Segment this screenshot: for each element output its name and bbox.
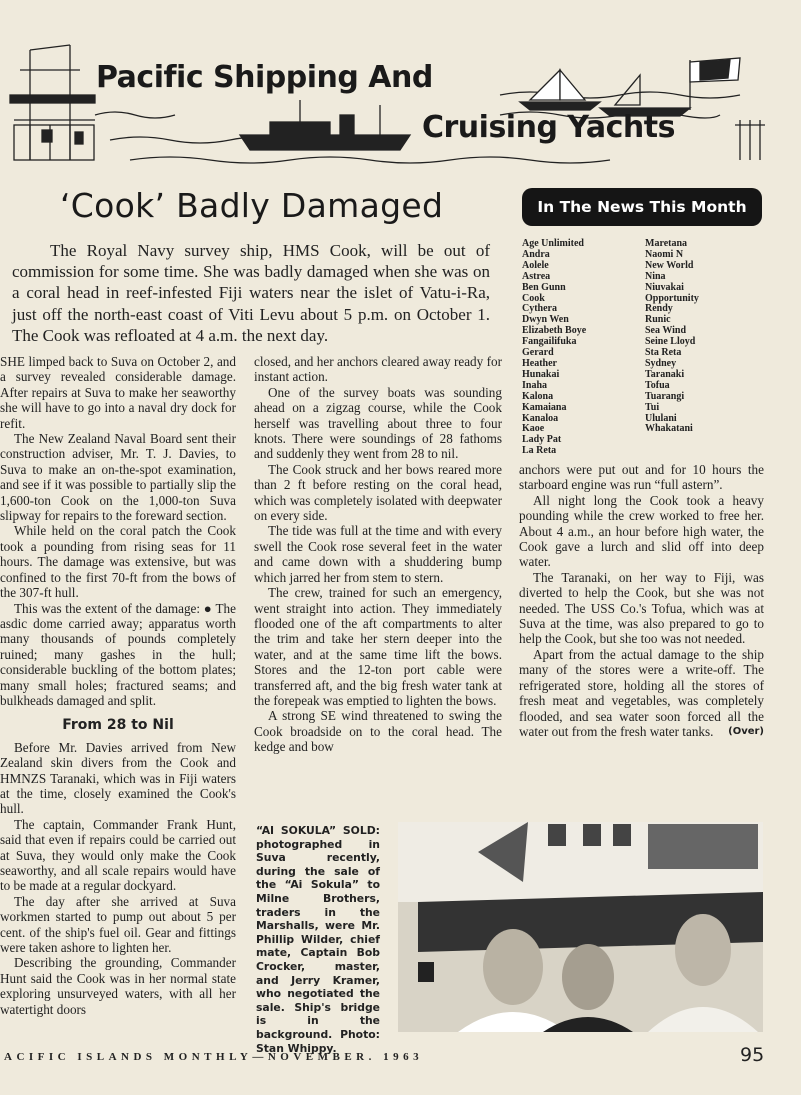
news-name-item: Heather: [522, 357, 557, 369]
news-name-item: Taranaki: [645, 368, 685, 380]
news-name-item: Kaoe: [522, 423, 545, 435]
news-name-item: Hunakai: [522, 368, 560, 380]
news-name-item: Cook: [522, 292, 545, 304]
news-name-item: Sta Reta: [645, 347, 682, 359]
news-names-left: [522, 239, 642, 457]
news-name-item: La Reta: [522, 445, 557, 457]
paragraph: The day after she arrived at Suva workmen started to pump out about 5 per cent. of the ship's fuel oil. Gear and fittings were taken ashore to lighten her.: [0, 893, 236, 956]
news-name-item: Maretana: [645, 238, 688, 249]
paragraph: This was the extent of the damage: ● The asdic dome carried away; apparatus worth many thousands of pounds completely ruined; many gashes in the hull; considerable buckling of the bottom plates; many small holes; fractured seams; and bulkheads damaged and split.: [0, 600, 236, 708]
news-name-item: Niuvakai: [645, 281, 684, 293]
news-name-item: Fangailifuka: [522, 336, 577, 348]
news-name-item: Sydney: [645, 357, 677, 369]
news-name-item: Seine Lloyd: [645, 336, 696, 348]
news-name-item: Dwyn Wen: [522, 314, 569, 326]
news-name-item: Aolele: [522, 259, 549, 271]
news-name-item: Cythera: [522, 303, 557, 315]
news-box-title: In The News This Month: [522, 188, 762, 226]
page-number: 95: [740, 1044, 765, 1066]
news-name-item: Rendy: [645, 303, 673, 315]
paragraph: closed, and her anchors cleared away ready for instant action.: [254, 354, 502, 385]
article-title: ‘Cook’ Badly Damaged: [60, 186, 444, 225]
paragraph: SHE limped back to Suva on October 2, and a survey revealed considerable damage. After repairs at Suva to make her seaworthy she will have to go into a naval dry dock for refit.: [0, 354, 236, 431]
news-name-item: Astrea: [522, 270, 551, 282]
news-name-item: Sea Wind: [645, 325, 687, 337]
news-name-item: Kanaloa: [522, 412, 559, 424]
paragraph: The Cook struck and her bows reared more than 2 ft before resting on the coral head, which was completely isolated with deepwater on every side.: [254, 461, 502, 524]
paragraph: The Taranaki, on her way to Fiji, was diverted to help the Cook, but she was not needed. The USS Co.'s Tofua, which was at Suva at the time, was also prepared to go to help the Cook, but she too was not needed.: [519, 569, 764, 647]
news-name-item: Age Unlimited: [522, 238, 584, 249]
section-headline-line2: Cruising Yachts: [422, 110, 675, 145]
news-name-item: Tuarangi: [645, 390, 685, 402]
page-footer: ACIFIC ISLANDS MONTHLY—NOVEMBER. 1963: [4, 1051, 424, 1063]
continued-marker: (Over): [728, 725, 764, 737]
news-name-item: Kamaiana: [522, 401, 567, 413]
paragraph: Before Mr. Davies arrived from New Zealand skin divers from the Cook and HMNZS Taranaki, which was in Fiji waters at the time, closely examined the Cook's hull.: [0, 739, 236, 817]
article-column-3: [519, 462, 764, 739]
news-name-item: Andra: [522, 248, 550, 260]
news-name-item: Opportunity: [645, 292, 699, 304]
subheading: From 28 to Nil: [62, 717, 174, 734]
news-name-item: Inaha: [522, 379, 548, 391]
paragraph: A strong SE wind threatened to swing the Cook broadside on to the coral head. The kedge and bow: [254, 708, 502, 755]
news-name-item: Nina: [645, 270, 666, 282]
article-lead: The Royal Navy survey ship, HMS Cook, will be out of commission for some time. She was badly damaged when she was on a coral head in reef-infested Fiji waters near the islet of Vatu-i-Ra, just off the north-east coast of Viti Levu about 5 p.m. on October 1. The Cook was refloated at 4 a.m. the next day.: [12, 241, 490, 345]
article-column-2: [254, 354, 502, 755]
paragraph-text: Apart from the actual damage to the ship many of the stores were a write-off. The refrigerated store, holding all the stores of fresh meat and vegetables, was completely flooded, and sea water soon forced all the water out from the fresh water tanks.: [519, 646, 764, 739]
paragraph: The crew, trained for such an emergency, went straight into action. They immediately flooded one of the aft compartments to alter the trim and take her stern deeper into the water, and at the same time lift the bows. Stores and the 12-ton port cable were transferred aft, and the big fresh water tank at the forepeak was emptied to lighten the bows.: [254, 585, 502, 708]
news-name-item: Kalona: [522, 390, 554, 402]
news-name-item: Tofua: [645, 379, 670, 391]
paragraph: anchors were put out and for 10 hours the starboard engine was run “full astern”.: [519, 462, 764, 493]
news-name-item: Runic: [645, 314, 671, 326]
news-name-item: Ben Gunn: [522, 281, 566, 293]
section-headline-line1: Pacific Shipping And: [96, 60, 433, 95]
news-names-right: [645, 239, 765, 435]
news-name-item: Ululani: [645, 412, 677, 424]
photo-caption: “AI SOKULA” SOLD: photographed in Suva recently, during the sale of the “Ai Sokula” to Milne Brothers, traders in the Marshalls, were Mr. Phillip Wilder, chief mate, Captain Bob Crocker, master, and Jerry Kramer, who negotiated the sale. Ship's bridge is in the background. Photo: Stan Whippy.: [256, 824, 380, 1055]
paragraph: Describing the grounding, Commander Hunt said the Cook was in her normal state exploring unsurveyed waters, with all her watertight doors: [0, 955, 236, 1017]
news-name-item: Lady Pat: [522, 434, 562, 446]
article-column-1: [0, 354, 236, 1017]
news-name-item: Elizabeth Boye: [522, 325, 587, 337]
paragraph: The captain, Commander Frank Hunt, said that even if repairs could be carried out at Suva, they would only make the Cook seaworthy, and all scale repairs would have to be made at a regular dockyard.: [0, 816, 236, 894]
news-name-item: Whakatani: [645, 423, 693, 435]
news-name-item: New World: [645, 259, 694, 271]
paragraph: The tide was full at the time and with every swell the Cook rose several feet in the water and came down with a shuddering bump which jarred her from stem to stern.: [254, 523, 502, 585]
paragraph: All night long the Cook took a heavy pounding while the crew worked to free her. About 4 a.m., an hour before high water, the Cook gave a lurch and slid off into deep water.: [519, 492, 764, 570]
paragraph: One of the survey boats was sounding ahead on a zigzag course, while the Cook herself was travelling about three to four knots. There were soundings of 28 fathoms and suddenly they went from 28 to nil.: [254, 384, 502, 462]
paragraph: [519, 647, 764, 739]
news-name-item: Tui: [645, 401, 660, 413]
photo-three-men-on-ship: [398, 822, 763, 1032]
news-name-item: Naomi N: [645, 248, 684, 260]
paragraph: While held on the coral patch the Cook took a pounding from rising seas for 11 hours. The damage was extensive, but was confined to the first 70-ft from the bows of the 307-ft hull.: [0, 523, 236, 601]
paragraph: The New Zealand Naval Board sent their construction adviser, Mr. T. J. Davies, to Suva to make an on-the-spot examination, and see if it was possible to partially slip the 1,600-ton Cook on the 1,000-ton Suva slipway for repairs to the foreward section.: [0, 431, 236, 524]
news-name-item: Gerard: [522, 347, 554, 359]
